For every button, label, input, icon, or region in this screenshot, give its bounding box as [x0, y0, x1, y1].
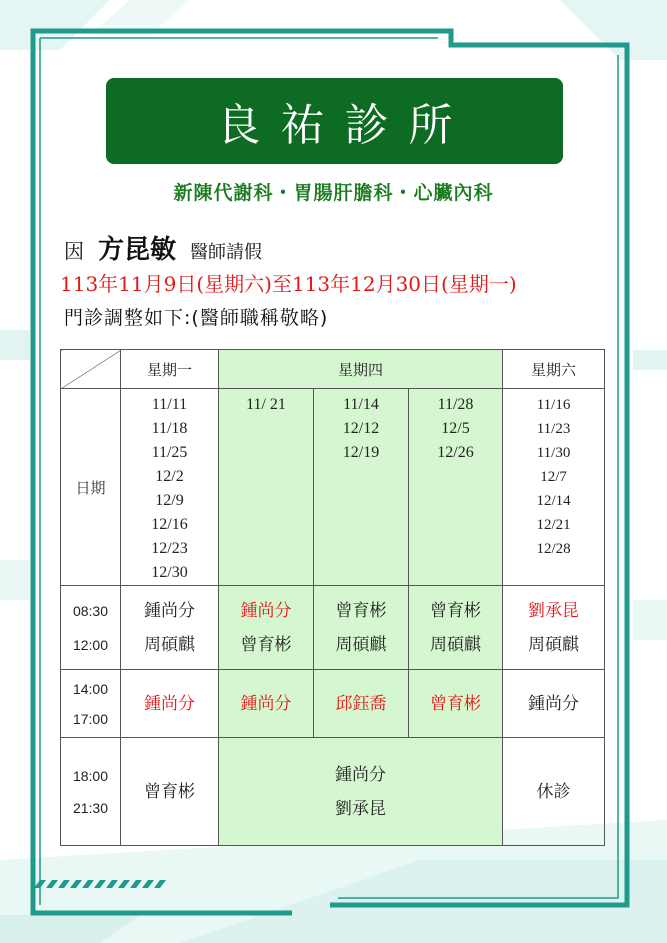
dates-saturday	[503, 389, 605, 586]
evening-saturday: 休診	[503, 738, 605, 846]
doctor-entry-changed: 鍾尚分	[240, 600, 292, 621]
date-item: 11/18	[151, 420, 188, 437]
date-item: 11/16	[536, 397, 571, 413]
afternoon-monday: 鍾尚分	[121, 670, 219, 738]
doctor-entry: 鍾尚分	[335, 764, 387, 785]
clinic-name: 良祐診所	[216, 100, 473, 151]
time-end: 17:00	[72, 710, 109, 727]
evening-thursday	[219, 738, 503, 846]
time-start: 08:30	[72, 602, 109, 619]
morning-thursday-3	[409, 586, 503, 670]
date-item: 11/28	[437, 396, 474, 413]
date-item: 12/28	[536, 541, 571, 557]
afternoon-time	[61, 670, 121, 738]
departments-subtitle: 新陳代謝科・胃腸肝膽科・心臟內科	[173, 182, 494, 204]
date-item: 12/14	[536, 493, 571, 509]
afternoon-thursday-3: 曾育彬	[409, 670, 503, 738]
schedule-table	[60, 349, 605, 846]
evening-time	[61, 738, 121, 846]
doctor-entry: 劉承昆	[335, 798, 387, 819]
header-monday: 星期一	[121, 350, 219, 389]
morning-saturday	[503, 586, 605, 670]
morning-monday	[121, 586, 219, 670]
dates-thursday-3	[409, 389, 503, 586]
date-item: 12/2	[155, 468, 184, 485]
date-label: 日期	[61, 389, 121, 586]
doctor-entry: 周碩麒	[528, 634, 580, 655]
date-item: 12/26	[437, 444, 474, 461]
notice-prefix: 因	[64, 239, 84, 263]
notice-suffix: 醫師請假	[190, 242, 263, 263]
leave-period: 113年11月9日(星期六)至113年12月30日(星期一)	[60, 272, 517, 296]
date-item: 12/21	[536, 517, 571, 533]
doctor-entry: 周碩麒	[430, 634, 482, 655]
leave-notice	[64, 229, 262, 266]
time-end: 21:30	[72, 799, 109, 816]
adjustment-note: 門診調整如下:(醫師職稱敬略)	[64, 307, 329, 329]
date-item: 11/ 21	[246, 396, 286, 413]
date-item: 12/12	[342, 420, 380, 437]
date-item: 11/25	[151, 444, 188, 461]
date-item: 12/19	[342, 444, 380, 461]
date-item: 12/7	[540, 469, 567, 485]
date-item: 12/5	[441, 420, 470, 437]
date-item: 11/30	[536, 445, 571, 461]
evening-monday: 曾育彬	[121, 738, 219, 846]
dates-thursday-1	[219, 389, 314, 586]
doctor-entry: 曾育彬	[430, 600, 482, 621]
date-item: 12/9	[155, 492, 184, 509]
clinic-title-banner	[106, 78, 563, 164]
time-start: 14:00	[72, 680, 109, 697]
time-start: 18:00	[72, 767, 109, 784]
doctor-entry: 曾育彬	[335, 600, 387, 621]
date-item: 12/16	[151, 516, 188, 533]
doctor-entry: 曾育彬	[240, 634, 292, 655]
dates-thursday-2	[314, 389, 409, 586]
date-item: 12/23	[151, 540, 188, 557]
afternoon-thursday-1: 鍾尚分	[219, 670, 314, 738]
doctor-entry: 鍾尚分	[144, 600, 195, 621]
corner-cell	[61, 350, 121, 389]
time-end: 12:00	[72, 636, 109, 653]
afternoon-thursday-2: 邱鈺喬	[314, 670, 409, 738]
doctor-entry: 周碩麒	[335, 634, 387, 655]
date-item: 12/30	[151, 564, 188, 581]
date-item: 11/11	[151, 396, 188, 413]
morning-thursday-1	[219, 586, 314, 670]
doctor-name: 方昆敏	[98, 235, 177, 265]
date-item: 11/23	[536, 421, 571, 437]
doctor-entry: 周碩麒	[144, 634, 195, 655]
header-thursday: 星期四	[219, 350, 503, 389]
morning-time	[61, 586, 121, 670]
header-saturday: 星期六	[503, 350, 605, 389]
doctor-entry-changed: 劉承昆	[528, 600, 580, 621]
date-item: 11/14	[343, 396, 379, 413]
afternoon-saturday: 鍾尚分	[503, 670, 605, 738]
morning-thursday-2	[314, 586, 409, 670]
dates-monday	[121, 389, 219, 586]
